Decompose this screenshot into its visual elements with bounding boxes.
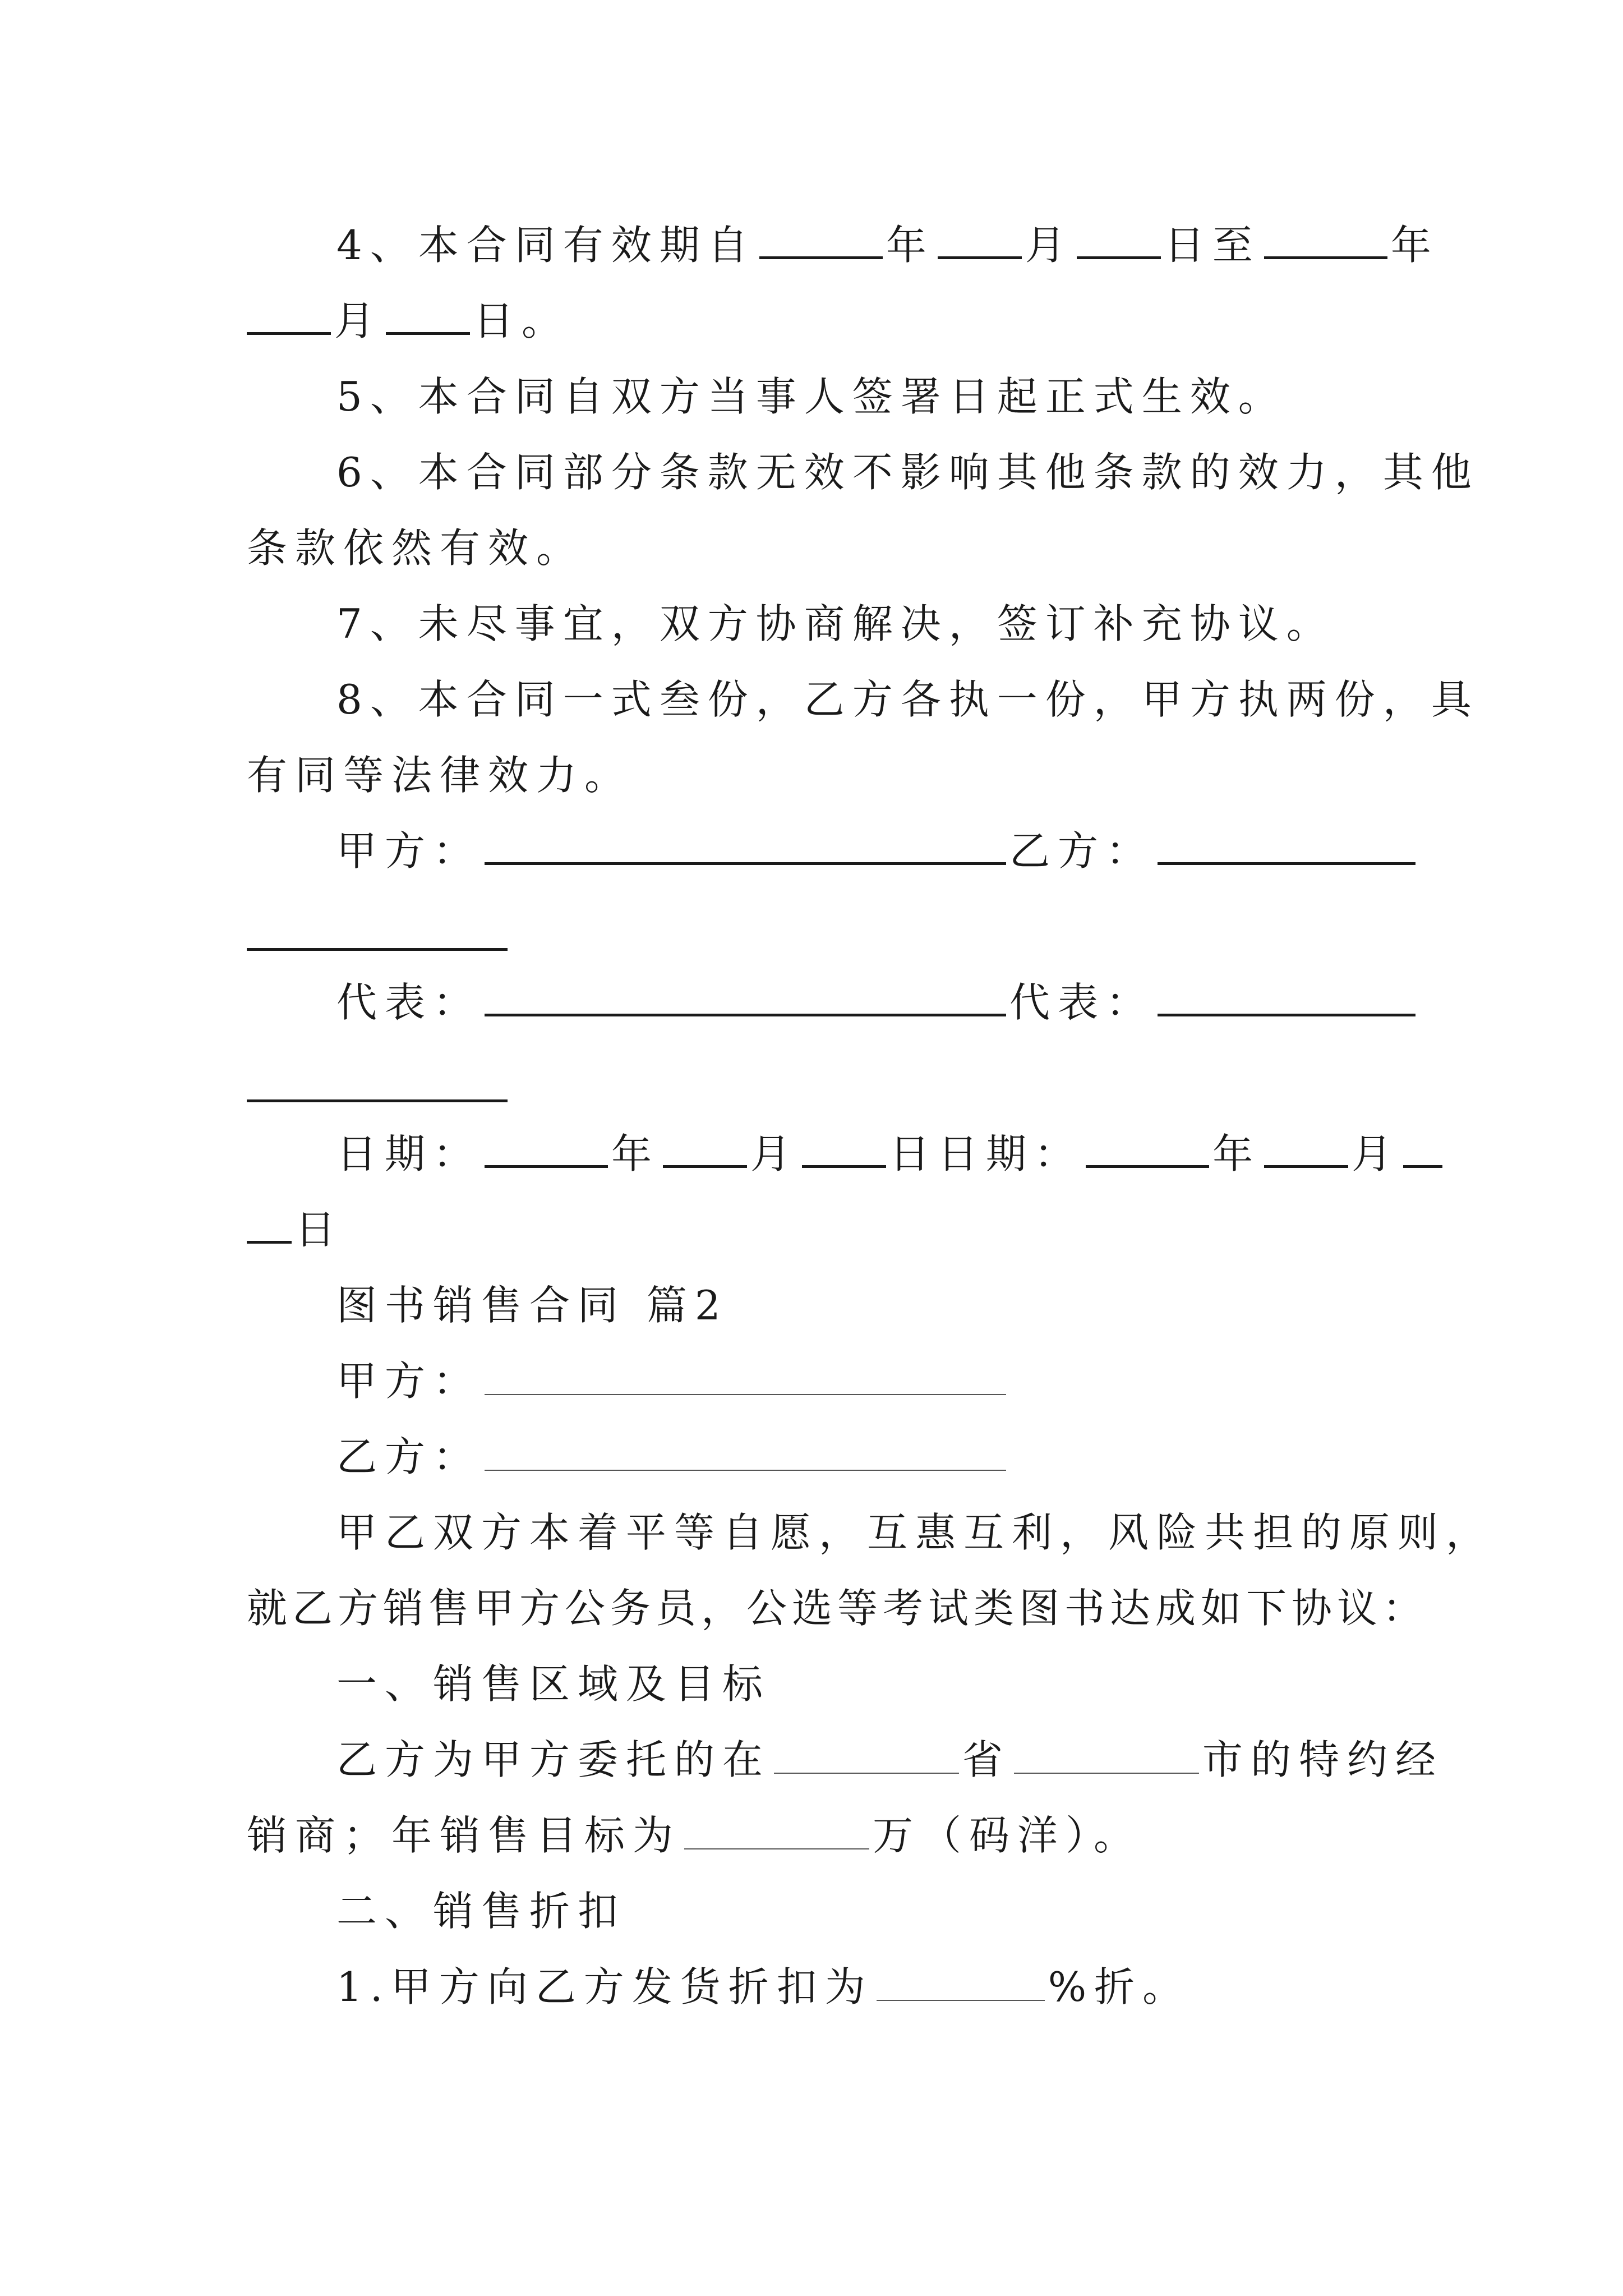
representative-a-label: 代表： xyxy=(336,979,482,1026)
party-a-line xyxy=(336,1356,1009,1406)
date-a-day-blank xyxy=(802,1130,886,1168)
discount-text: 1.甲方向乙方发货折扣为 xyxy=(336,1963,873,2010)
party-a-blank xyxy=(485,1360,1006,1395)
party-a-signature-line xyxy=(336,826,1419,876)
clause-4-line-1 xyxy=(336,220,1439,270)
year-label: 年 xyxy=(611,1130,660,1177)
discount-line xyxy=(336,1962,1191,2012)
province-blank xyxy=(774,1739,959,1774)
end-day-blank xyxy=(386,297,470,335)
representative-signature-line xyxy=(336,977,1419,1028)
party-b-line xyxy=(336,1432,1009,1482)
representative-a-blank xyxy=(485,979,1006,1016)
clause-6-line-1: 6、本合同部分条款无效不影响其他条款的效力，其他 xyxy=(336,449,1479,496)
sales-area-line-1 xyxy=(336,1734,1444,1785)
preamble-line-1: 甲乙双方本着平等自愿，互惠互利，风险共担的原则， xyxy=(336,1509,1495,1556)
month-label: 月 xyxy=(1025,222,1073,269)
preamble-line-2: 就乙方销售甲方公务员，公选等考试类图书达成如下协议： xyxy=(247,1585,1428,1632)
year-label: 年 xyxy=(1212,1130,1261,1177)
discount-blank xyxy=(877,1966,1045,2001)
date-b-label: 日日期： xyxy=(889,1130,1083,1177)
date-a-year-blank xyxy=(485,1130,608,1168)
date-b-day-blank xyxy=(1403,1130,1442,1168)
day-label: 日。 xyxy=(473,297,570,344)
clause-8-line-2: 有同等法律效力。 xyxy=(247,752,633,799)
clause-5: 5、本合同自双方当事人签署日起正式生效。 xyxy=(336,373,1287,420)
city-blank xyxy=(1014,1739,1199,1774)
year-label: 年 xyxy=(1390,222,1439,269)
date-a-month-blank xyxy=(663,1130,747,1168)
clause-4-text: 4、本合同有效期自 xyxy=(336,222,756,269)
date-b-month-blank xyxy=(1264,1130,1348,1168)
month-label: 月 xyxy=(750,1130,799,1177)
month-label: 月 xyxy=(1352,1130,1400,1177)
representative-b-blank-continuation xyxy=(247,1099,508,1102)
date-b-year-blank xyxy=(1086,1130,1209,1168)
end-year-blank xyxy=(1264,222,1387,259)
day-to-label: 日至 xyxy=(1164,222,1261,269)
day-label: 日 xyxy=(295,1206,344,1253)
party-b-blank xyxy=(485,1436,1006,1471)
party-b-blank xyxy=(1158,827,1415,865)
year-label: 年 xyxy=(886,222,934,269)
heading-discount: 二、销售折扣 xyxy=(336,1888,626,1935)
start-day-blank xyxy=(1077,222,1161,259)
party-a-label: 甲方： xyxy=(336,827,482,875)
discount-unit: %折。 xyxy=(1048,1963,1191,2010)
sales-target-unit: 万（码洋）。 xyxy=(873,1812,1142,1859)
sales-area-text: 乙方为甲方委托的在 xyxy=(336,1736,771,1783)
clause-8-line-1: 8、本合同一式叁份，乙方各执一份，甲方执两份，具 xyxy=(336,676,1479,723)
party-a-label: 甲方： xyxy=(336,1358,482,1405)
party-a-blank xyxy=(485,827,1006,865)
party-b-label: 乙方： xyxy=(336,1433,482,1480)
province-label: 省 xyxy=(962,1736,1011,1783)
sales-target-text: 销商；年销售目标为 xyxy=(247,1812,681,1859)
clause-6-line-2: 条款依然有效。 xyxy=(247,524,585,572)
sales-area-line-2 xyxy=(247,1810,1142,1861)
start-year-blank xyxy=(759,222,883,259)
sales-target-blank xyxy=(684,1815,869,1849)
representative-b-blank xyxy=(1158,979,1415,1016)
date-signature-line xyxy=(336,1129,1446,1179)
city-label: 市的特约经 xyxy=(1202,1736,1444,1783)
clause-4-line-2 xyxy=(247,296,570,346)
start-month-blank xyxy=(938,222,1022,259)
party-b-blank-continuation xyxy=(247,948,508,951)
heading-sales-area: 一、销售区域及目标 xyxy=(336,1660,771,1708)
date-b-day-blank-continuation xyxy=(247,1206,292,1244)
date-line-2 xyxy=(247,1204,343,1255)
party-b-label: 乙方： xyxy=(1009,827,1155,875)
clause-7: 7、未尽事宜，双方协商解决，签订补充协议。 xyxy=(336,600,1335,647)
date-a-label: 日期： xyxy=(336,1130,482,1177)
end-month-blank xyxy=(247,297,331,335)
section-title: 图书销售合同 篇2 xyxy=(336,1282,728,1329)
representative-b-label: 代表： xyxy=(1009,979,1155,1026)
month-label: 月 xyxy=(334,297,383,344)
